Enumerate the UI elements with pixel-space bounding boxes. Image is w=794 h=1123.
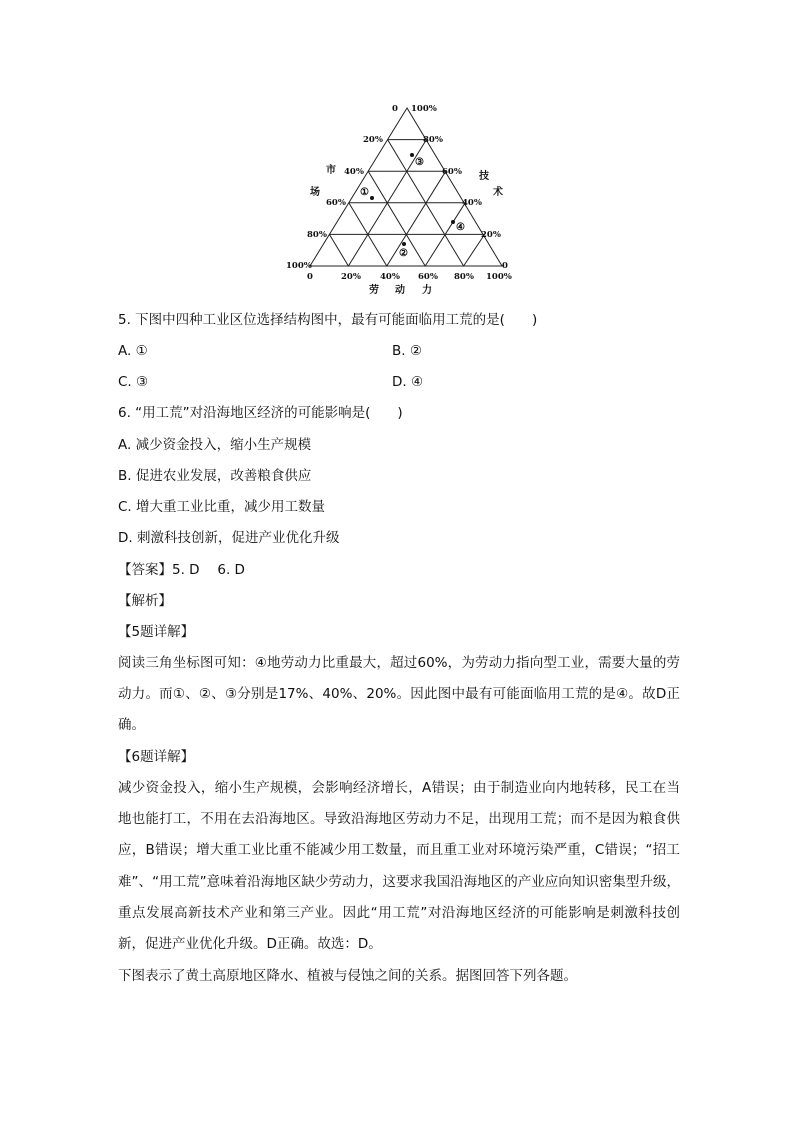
point-3: [410, 153, 414, 157]
q6-option-a: A. 减少资金投入，缩小生产规模: [118, 437, 312, 453]
axis-label-market: 市: [326, 165, 336, 176]
point-4: [451, 220, 455, 224]
point-1: [370, 196, 374, 200]
q5-detail-text: 阅读三角坐标图可知：④地劳动力比重最大，超过60%，为劳动力指向型工业，需要大量的劳动力。而①、②、③分别是17%、40%、20%。因此图中最有可能面临用工荒的是④。故D正确。: [118, 655, 680, 734]
point-label-2: ②: [399, 248, 408, 259]
axis-label-technology: 技: [479, 171, 489, 182]
left-tick: 60%: [326, 198, 346, 208]
analysis-label: 【解析】: [118, 593, 172, 609]
q5-option-b: B. ②: [392, 343, 422, 359]
bottom-tick: 80%: [454, 272, 474, 282]
point-label-1: ①: [360, 187, 369, 198]
bottom-tick: 20%: [341, 272, 361, 282]
left-tick: 80%: [307, 230, 327, 240]
left-tick: 20%: [363, 135, 383, 145]
answer-text: 5. D 6. D: [172, 562, 245, 578]
right-tick: 0: [502, 261, 508, 271]
left-tick: 100%: [286, 261, 312, 271]
bottom-tick: 40%: [380, 272, 400, 282]
answer-line: [118, 560, 245, 580]
right-tick: 40%: [462, 198, 482, 208]
q6-stem: 6. “用工荒”对沿海地区经济的可能影响是( ): [118, 405, 403, 421]
axis-label-technology: 术: [493, 187, 503, 198]
triangle-outline: [310, 108, 502, 266]
bottom-tick: 60%: [418, 272, 438, 282]
bottom-tick: 0: [307, 272, 313, 282]
q6-option-c: C. 增大重工业比重，减少用工数量: [118, 499, 326, 515]
q5-stem: 5. 下图中四种工业区位选择结构图中，最有可能面临用工荒的是( ): [118, 312, 538, 328]
ternary-diagram: [280, 98, 520, 298]
left-tick: 40%: [344, 167, 364, 177]
q5-option-c: C. ③: [118, 374, 149, 390]
q5-option-a: A. ①: [118, 343, 148, 359]
q5-option-d: D. ④: [392, 374, 424, 390]
ternary-diagram-svg: [280, 98, 520, 298]
grid-line: [329, 234, 348, 266]
right-tick: 80%: [423, 135, 443, 145]
answer-label: 【答案】: [118, 562, 172, 578]
q6-detail-text: 减少资金投入，缩小生产规模，会影响经济增长，A错误；由于制造业向内地转移，民工在当地也能打工，不用在去沿海地区。导致沿海地区劳动力不足，出现用工荒；而不是因为粮食供应，B错误；增大重工业比重不能减少用工数量，而且重工业对环境污染严重，C错误；“招工难”、“用工荒”意味着沿海地区缺少劳动力，这要求我国沿海地区的产业应向知识密集型升级，重点发展高新技术产业和第三产业。因此“用工荒”对沿海地区经济的可能影响是刺激科技创新，促进产业优化升级。D正确。故选：D。: [118, 780, 680, 953]
next-question-intro: 下图表示了黄土高原地区降水、植被与侵蚀之间的关系。据图回答下列各题。: [118, 968, 577, 984]
point-label-4: ④: [456, 222, 465, 233]
axis-label-market: 场: [310, 187, 320, 198]
bottom-tick: 100%: [486, 272, 512, 282]
right-tick: 60%: [442, 167, 462, 177]
q6-detail-label: 【6题详解】: [118, 749, 195, 765]
left-tick: 0: [392, 104, 398, 114]
axis-label-labor: 劳: [369, 285, 379, 296]
axis-label-labor: 力: [422, 285, 432, 296]
triangle-grid: [310, 108, 502, 266]
axis-label-labor: 动: [395, 285, 405, 296]
right-tick: 100%: [411, 104, 437, 114]
q6-option-d: D. 刺激科技创新，促进产业优化升级: [118, 530, 340, 546]
point-label-3: ③: [415, 157, 424, 168]
q6-option-b: B. 促进农业发展，改善粮食供应: [118, 468, 312, 484]
q5-detail-label: 【5题详解】: [118, 624, 195, 640]
right-tick: 20%: [481, 230, 501, 240]
point-2: [402, 242, 406, 246]
